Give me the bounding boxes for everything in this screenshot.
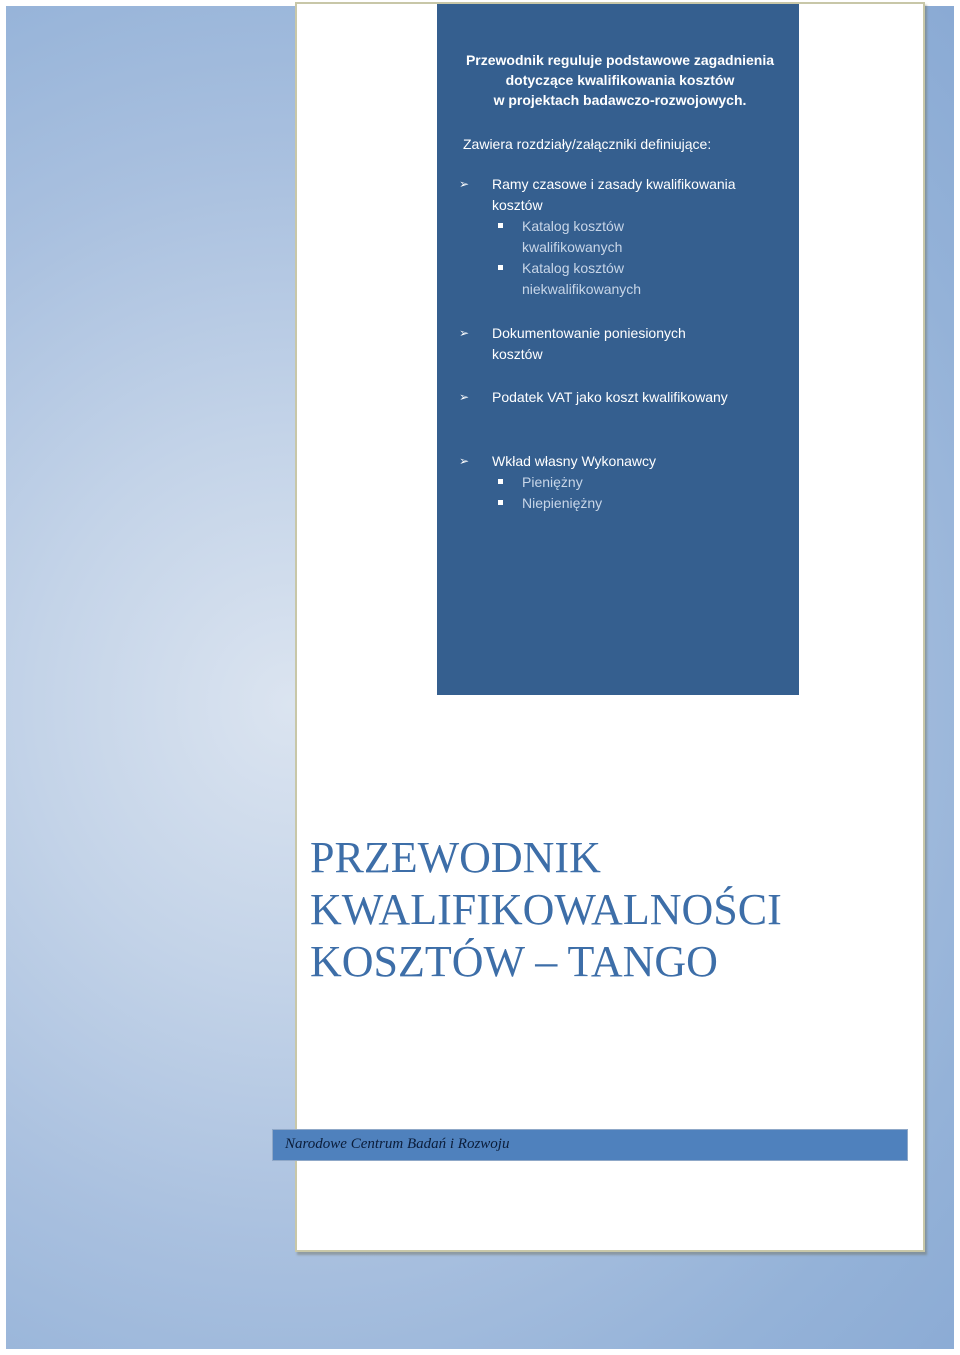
topic-item: [458, 387, 782, 408]
title-line: KOSZTÓW – TANGO: [310, 937, 718, 986]
arrowhead-bullet-icon: ➢: [458, 454, 470, 468]
sub-item: [492, 216, 652, 258]
title-line: KWALIFIKOWALNOŚCI: [310, 885, 782, 934]
organization-bar: [272, 1129, 908, 1161]
document-title: [310, 832, 782, 988]
topic-label: Dokumentowanie poniesionych kosztów: [492, 325, 686, 362]
topic-label: Ramy czasowe i zasady kwalifikowania kosztów: [492, 176, 736, 213]
topic-item: [458, 451, 782, 514]
topic-label: Wkład własny Wykonawcy: [492, 453, 657, 469]
organization-name: Narodowe Centrum Badań i Rozwoju: [285, 1136, 510, 1152]
summary-box: [437, 4, 799, 695]
square-bullet-icon: [498, 479, 503, 484]
square-bullet-icon: [498, 265, 503, 270]
arrowhead-bullet-icon: ➢: [458, 177, 470, 191]
intro-line: dotyczące kwalifikowania kosztów: [505, 72, 735, 88]
sub-item-label: Pieniężny: [522, 474, 583, 490]
summary-lead: Zawiera rozdziały/załączniki definiujące:: [463, 136, 712, 152]
summary-intro: [459, 50, 781, 110]
sub-item: [492, 258, 652, 300]
sub-item: [492, 493, 782, 514]
topic-label: Podatek VAT jako koszt kwalifikowany: [492, 389, 728, 405]
sub-item-label: Katalog kosztów niekwalifikowanych: [522, 260, 642, 297]
topic-item: [458, 174, 782, 300]
square-bullet-icon: [498, 223, 503, 228]
sub-item-label: Katalog kosztów kwalifikowanych: [522, 218, 624, 255]
square-bullet-icon: [498, 500, 503, 505]
sub-item-label: Niepieniężny: [522, 495, 603, 511]
title-line: PRZEWODNIK: [310, 833, 601, 882]
intro-line: w projektach badawczo-rozwojowych.: [493, 92, 747, 108]
topic-item: [458, 323, 702, 365]
arrowhead-bullet-icon: ➢: [458, 390, 470, 404]
intro-line: Przewodnik reguluje podstawowe zagadnienia: [465, 52, 775, 68]
sub-item: [492, 472, 782, 493]
arrowhead-bullet-icon: ➢: [458, 326, 470, 340]
